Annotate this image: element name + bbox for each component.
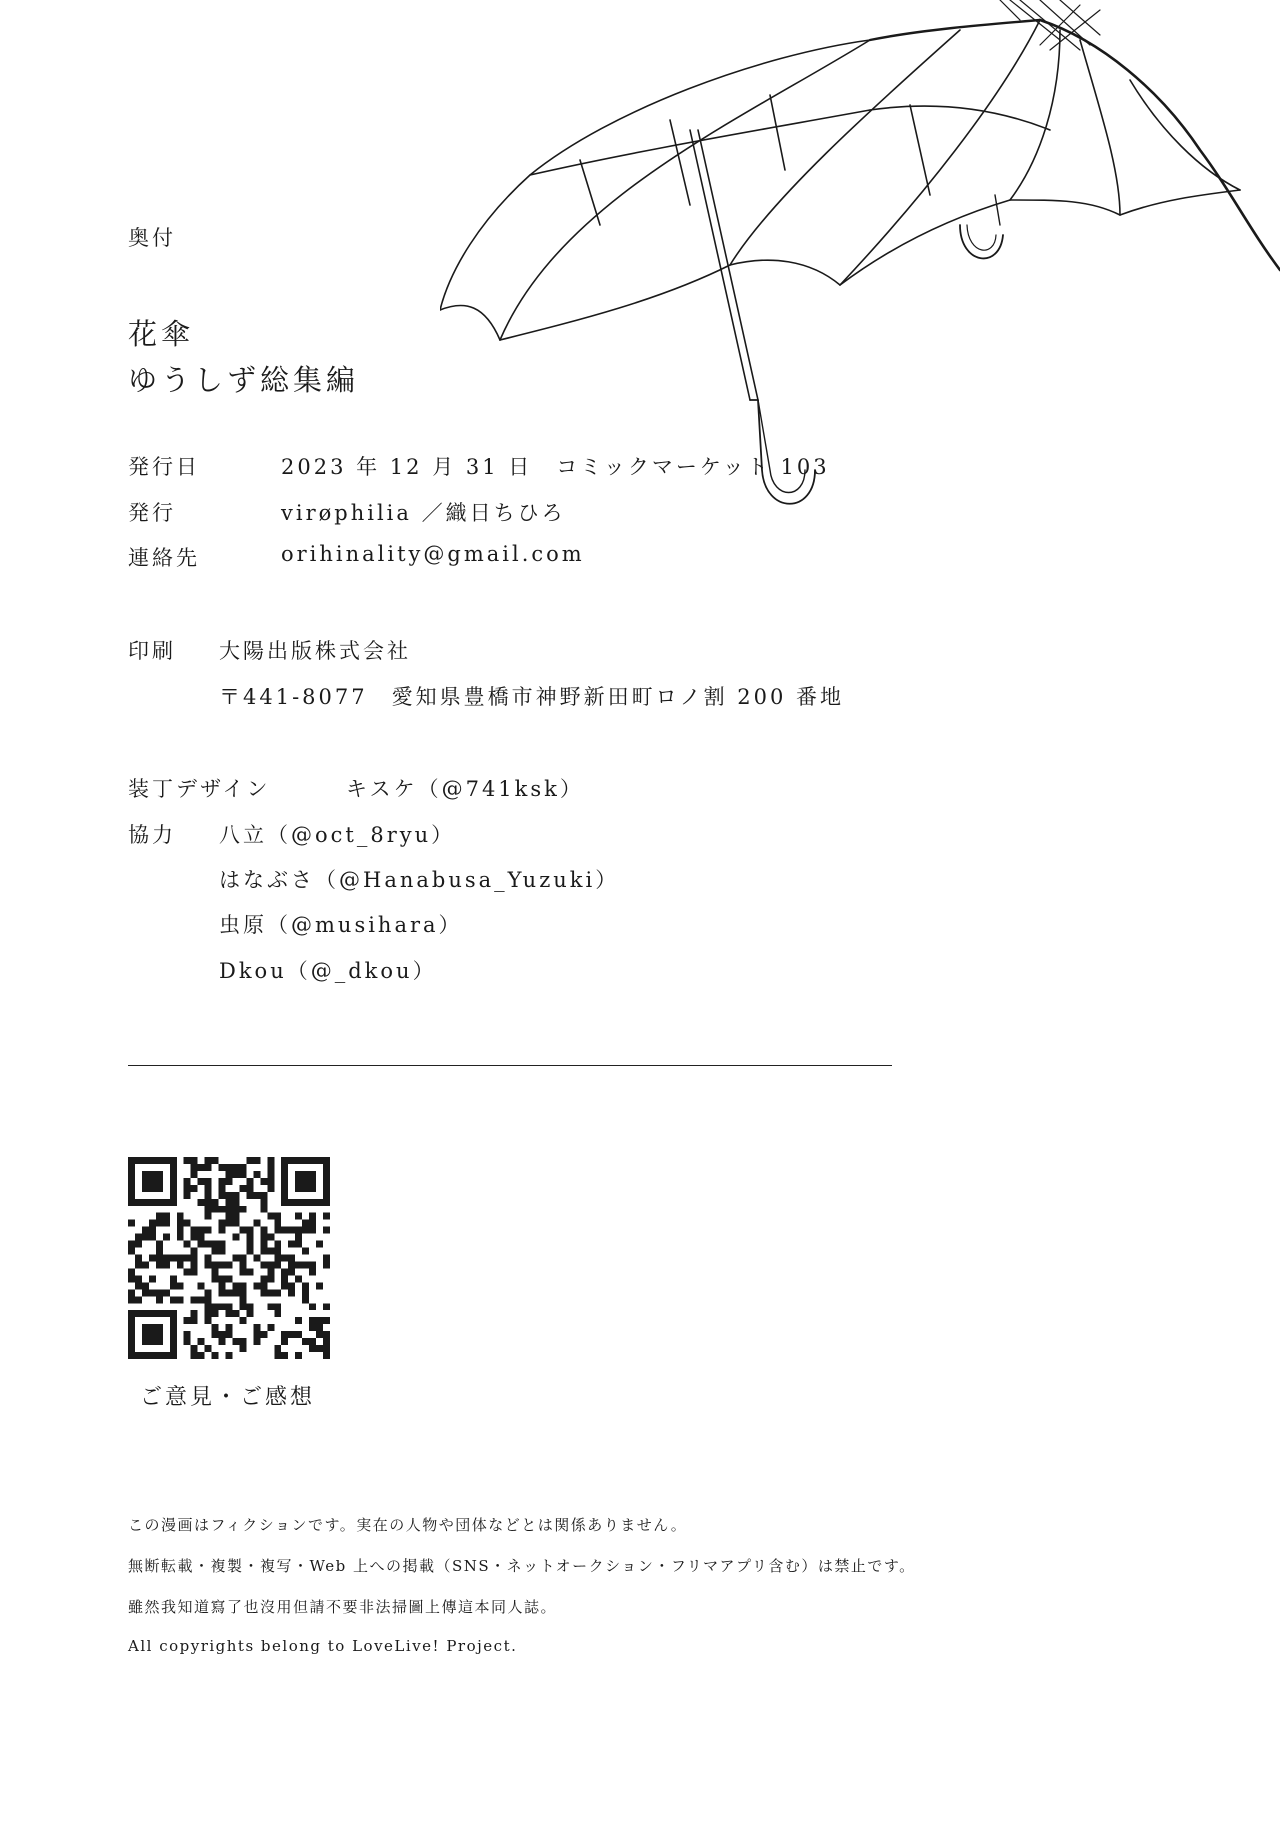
cooperation-name-3: 虫原（@musihara） — [219, 913, 463, 937]
publisher-label: 発行 — [128, 501, 176, 525]
printing-address: 〒441-8077 愛知県豊橋市神野新田町ロノ割 200 番地 — [219, 685, 845, 709]
contact-label: 連絡先 — [128, 546, 200, 570]
note-fiction: この漫画はフィクションです。実在の人物や団体などとは関係ありません。 — [128, 1516, 688, 1534]
book-subtitle: ゆうしず総集編 — [128, 363, 360, 397]
qr-caption: ご意見・ご感想 — [140, 1385, 316, 1410]
book-title: 花傘 — [128, 317, 195, 351]
cooperation-name-2: はなぶさ（@Hanabusa_Yuzuki） — [219, 868, 620, 892]
cooperation-label: 協力 — [128, 823, 176, 847]
publication-date-value: 2023 年 12 月 31 日 コミックマーケット 103 — [281, 455, 830, 479]
design-label: 装丁デザイン — [128, 777, 271, 801]
publication-date-label: 発行日 — [128, 455, 200, 479]
qr-code[interactable] — [128, 1157, 330, 1359]
note-reproduction: 無断転載・複製・複写・Web 上への掲載（SNS・ネットオークション・フリマアプリ含む）は禁止です。 — [128, 1557, 916, 1575]
cooperation-name-4: Dkou（@_dkou） — [219, 959, 437, 983]
design-value: キスケ（@741ksk） — [346, 777, 584, 801]
note-copyright: All copyrights belong to LoveLive! Project. — [128, 1637, 518, 1655]
colophon-heading: 奥付 — [128, 226, 176, 250]
umbrella-illustration — [440, 0, 1280, 520]
note-chinese: 雖然我知道寫了也沒用但請不要非法掃圖上傳這本同人誌。 — [128, 1598, 558, 1616]
printing-label: 印刷 — [128, 639, 176, 663]
contact-email: orihinality@gmail.com — [281, 542, 585, 566]
cooperation-name-1: 八立（@oct_8ryu） — [219, 823, 456, 847]
section-divider — [128, 1065, 892, 1066]
publisher-value: virøphilia ／織日ちひろ — [281, 501, 566, 525]
printing-company: 大陽出版株式会社 — [219, 639, 411, 663]
